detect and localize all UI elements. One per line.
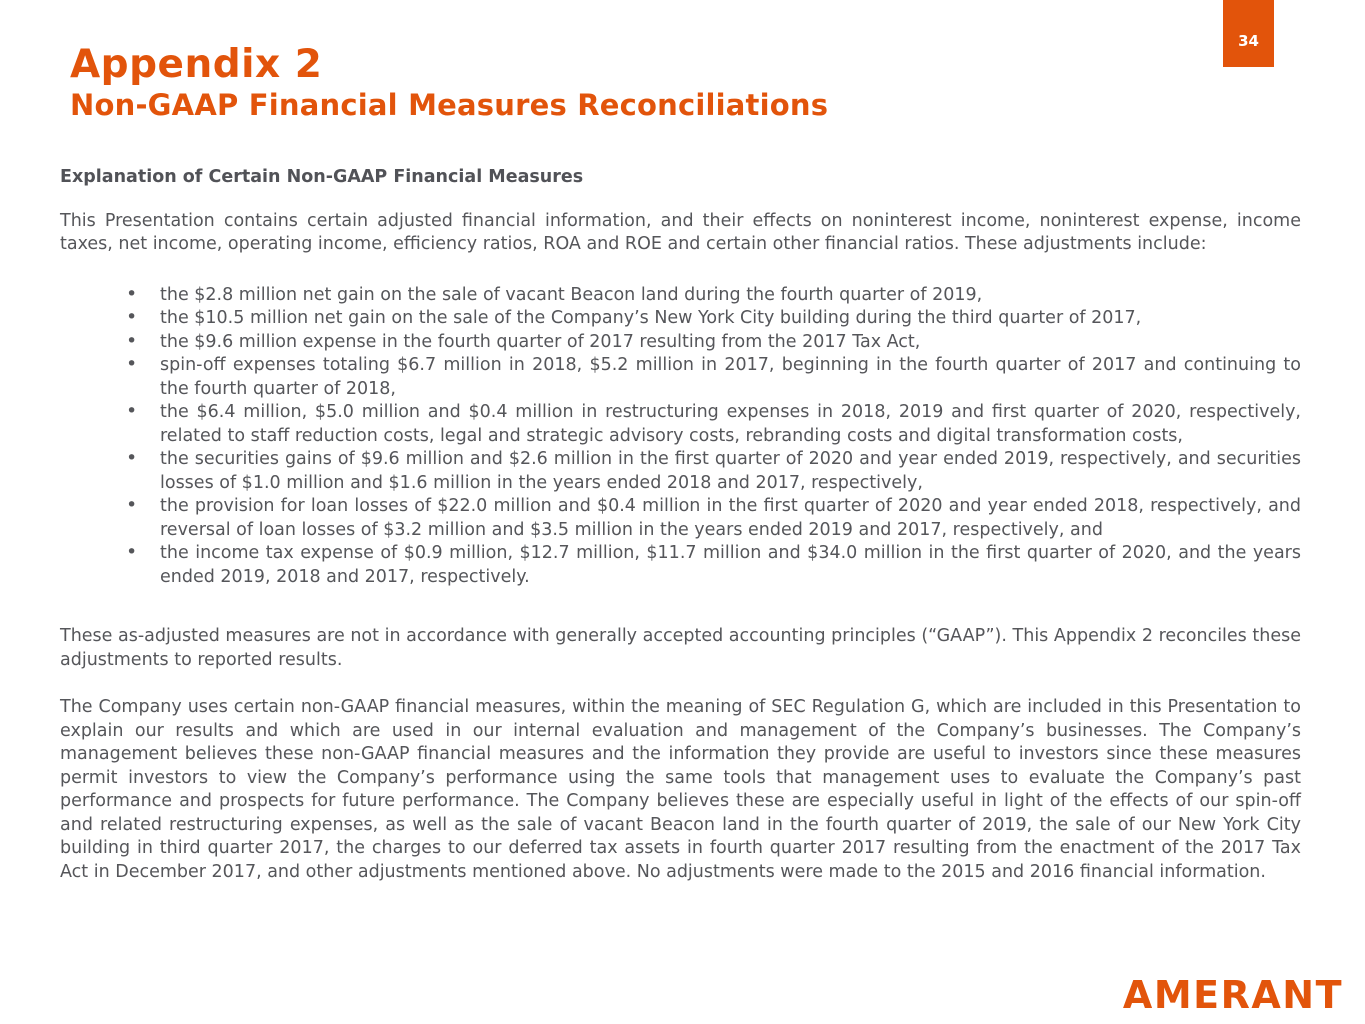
section-heading: Explanation of Certain Non-GAAP Financial Measures [60, 167, 584, 188]
slide-body [60, 166, 1301, 884]
slide-header [0, 0, 1365, 121]
closing-paragraph: The Company uses certain non-GAAP financial measures, within the meaning of SEC Regulation G, which are included in this Presentation to explain our results and which are used in our internal evaluation and management of the Company’s businesses. The Company’s management believes these non-GAAP financial measures and the information they provide are useful to investors since these measures permit investors to view the Company’s performance using the same tools that management uses to evaluate the Company’s past performance and prospects for future performance. The Company believes these are especially useful in light of the effects of our spin-off and related restructuring expenses, as well as the sale of vacant Beacon land in the fourth quarter of 2019, the sale of our New York City building in third quarter 2017, the charges to our deferred tax assets in fourth quarter 2017 resulting from the enactment of the 2017 Tax Act in December 2017, and other adjustments mentioned above. No adjustments were made to the 2015 and 2016 financial information. [60, 697, 1301, 882]
bullet-item: • the $10.5 million net gain on the sale of the Company’s New York City building during the third quarter of 2017, [60, 307, 1301, 331]
adjustments-bullet-list [60, 284, 1301, 590]
amerant-logo: AMERANT [1122, 973, 1343, 1017]
bullet-item: • the provision for loan losses of $22.0 million and $0.4 million in the first quarter of 2020 and year ended 2018, respectively, and reversal of loan losses of $3.2 million and $3.5 million in the years ended 2019 and 2017, respectively, and [60, 495, 1301, 542]
slide-subtitle: Non-GAAP Financial Measures Reconciliations [70, 87, 829, 122]
intro-paragraph: This Presentation contains certain adjusted financial information, and their effects on noninterest income, noninterest expense, income taxes, net income, operating income, efficiency ratios, ROA and ROE and certain other financial ratios. These adjustments include: [60, 210, 1301, 255]
page-number-badge [1223, 0, 1274, 67]
bullet-item: • the $9.6 million expense in the fourth quarter of 2017 resulting from the 2017 Tax Act, [60, 331, 1301, 355]
gaap-paragraph: These as-adjusted measures are not in accordance with generally accepted accounting principles (“GAAP”). This Appendix 2 reconciles these adjustments to reported results. [60, 626, 1301, 670]
bullet-item: • the $2.8 million net gain on the sale of vacant Beacon land during the fourth quarter of 2019, [60, 284, 1301, 308]
bullet-item: • the $6.4 million, $5.0 million and $0.4 million in restructuring expenses in 2018, 2019 and first quarter of 2020, respectively, related to staff reduction costs, legal and strategic advisory costs, rebranding costs and digital transformation costs, [60, 401, 1301, 448]
bullet-item: • the income tax expense of $0.9 million, $12.7 million, $11.7 million and $34.0 million in the first quarter of 2020, and the years ended 2019, 2018 and 2017, respectively. [60, 542, 1301, 589]
slide-title: Appendix 2 [70, 42, 323, 87]
page-number: 34 [1238, 31, 1259, 50]
bullet-item: • spin-off expenses totaling $6.7 million in 2018, $5.2 million in 2017, beginning in the fourth quarter of 2017 and continuing to the fourth quarter of 2018, [60, 354, 1301, 401]
bullet-item: • the securities gains of $9.6 million and $2.6 million in the first quarter of 2020 and year ended 2019, respectively, and securities losses of $1.0 million and $1.6 million in the years ended 2018 and 2017, respectively, [60, 448, 1301, 495]
